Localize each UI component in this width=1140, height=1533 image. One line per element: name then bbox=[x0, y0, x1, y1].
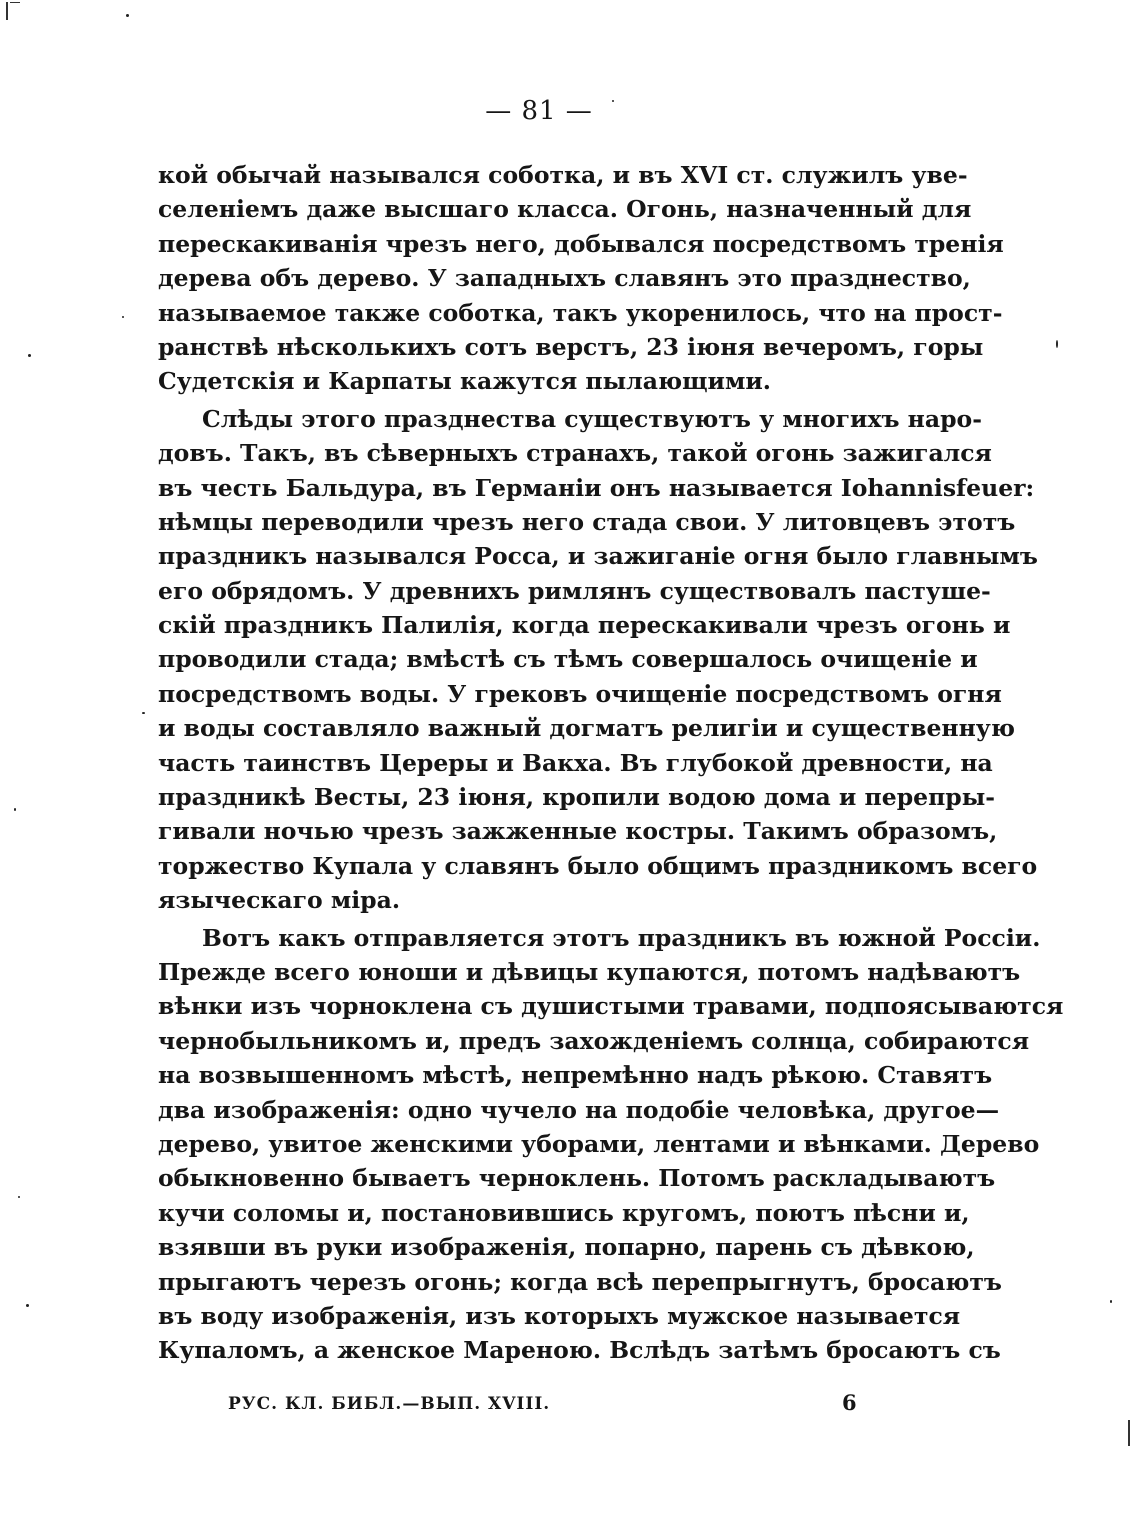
text-line: кой обычай назывался соботка, и въ XVI ст. служилъ уве- bbox=[158, 161, 968, 189]
text-line: въ честь Бальдура, въ Германіи онъ называется Iohannisfeuer: bbox=[158, 473, 1035, 502]
text-line: нѣмцы переводили чрезъ него стада свои. У литовцевъ этотъ bbox=[158, 507, 1016, 536]
paragraph-3 bbox=[158, 921, 1064, 1368]
text-line: прыгаютъ черезъ огонь; когда всѣ перепрыгнутъ, бросаютъ bbox=[158, 1267, 1002, 1296]
scan-speck bbox=[1110, 1300, 1112, 1303]
scan-edge-mark bbox=[10, 2, 20, 3]
text-line: перескакиванія чрезъ него, добывался посредствомъ тренія bbox=[158, 229, 1004, 258]
printer-signature: РУС. КЛ. БИБЛ.—ВЫП. XVIII. bbox=[228, 1394, 551, 1414]
text-line: вѣнки изъ чорноклена съ душистыми травами, подпоясываются bbox=[158, 992, 1064, 1021]
scan-speck bbox=[14, 808, 16, 811]
scan-speck bbox=[126, 14, 129, 17]
scan-edge-mark bbox=[1128, 1420, 1130, 1446]
text-line: Судетскія и Карпаты кажутся пылающими. bbox=[158, 367, 771, 396]
text-line: праздникѣ Весты, 23 іюня, кропили водою дома и перепры- bbox=[158, 783, 996, 812]
text-line: праздникъ назывался Росса, и зажиганіе огня было главнымъ bbox=[158, 542, 1038, 571]
text-line: обыкновенно бываетъ черноклень. Потомъ раскладываютъ bbox=[158, 1164, 996, 1193]
scan-speck bbox=[142, 712, 145, 714]
sheet-number: 6 bbox=[842, 1390, 857, 1415]
text-line: часть таинствъ Цереры и Вакха. Въ глубокой древности, на bbox=[158, 748, 993, 777]
paragraph-2 bbox=[158, 402, 1038, 918]
text-line: называемое также соботка, такъ укоренилось, что на прост- bbox=[158, 298, 1003, 327]
scan-speck bbox=[28, 354, 31, 357]
text-line: его обрядомъ. У древнихъ римлянъ существовалъ пастуше- bbox=[158, 576, 991, 605]
text-line: Купаломъ, а женское Мареною. Вслѣдъ затѣмъ бросаютъ съ bbox=[158, 1336, 1001, 1365]
text-line: проводили стада; вмѣстѣ съ тѣмъ совершалось очищеніе и bbox=[158, 645, 978, 674]
text-line: Вотъ какъ отправляется этотъ праздникъ въ южной Россіи. bbox=[202, 923, 1041, 952]
text-line: кучи соломы и, постановившись кругомъ, поютъ пѣсни и, bbox=[158, 1198, 970, 1227]
text-line: языческаго міра. bbox=[158, 886, 401, 915]
text-line: ранствѣ нѣсколькихъ сотъ верстъ, 23 іюня вечеромъ, горы bbox=[158, 332, 984, 361]
scan-speck bbox=[26, 1304, 29, 1307]
text-line: довъ. Такъ, въ сѣверныхъ странахъ, такой огонь зажигался bbox=[158, 439, 992, 468]
scan-speck bbox=[18, 1196, 20, 1198]
text-line: торжество Купала у славянъ было общимъ праздникомъ всего bbox=[158, 851, 1038, 880]
text-line: дерева объ дерево. У западныхъ славянъ это празднество, bbox=[158, 264, 971, 293]
text-line: Прежде всего юноши и дѣвицы купаются, потомъ надѣваютъ bbox=[158, 957, 1021, 986]
scan-speck bbox=[612, 100, 614, 102]
text-line: на возвышенномъ мѣстѣ, непремѣнно надъ рѣкою. Ставятъ bbox=[158, 1061, 993, 1090]
text-line: чернобыльникомъ и, предъ захожденіемъ солнца, собираются bbox=[158, 1026, 1030, 1055]
text-line: и воды составляло важный догматъ религіи и существенную bbox=[158, 714, 1015, 743]
text-line: гивали ночью чрезъ зажженные костры. Такимъ образомъ, bbox=[158, 817, 998, 846]
text-line: взявши въ руки изображенія, попарно, парень съ дѣвкою, bbox=[158, 1233, 975, 1262]
text-line: посредствомъ воды. У грековъ очищеніе посредствомъ огня bbox=[158, 679, 1002, 708]
text-line: селеніемъ даже высшаго класса. Огонь, назначенный для bbox=[158, 195, 972, 224]
text-line: скій праздникъ Палилія, когда перескакивали чрезъ огонь и bbox=[158, 611, 1011, 640]
body-text bbox=[158, 158, 1064, 1368]
scan-speck bbox=[122, 316, 124, 318]
scan-edge-mark bbox=[6, 2, 8, 20]
text-line: въ воду изображенія, изъ которыхъ мужское называется bbox=[158, 1301, 961, 1330]
page-number: — 81 — bbox=[485, 96, 593, 126]
text-line: два изображенія: одно чучело на подобіе человѣка, другое— bbox=[158, 1095, 1000, 1124]
text-line: дерево, увитое женскими уборами, лентами и вѣнками. Дерево bbox=[158, 1129, 1040, 1158]
scan-speck bbox=[1056, 340, 1058, 348]
paragraph-1 bbox=[158, 158, 1004, 399]
text-line: Слѣды этого празднества существуютъ у многихъ наро- bbox=[202, 404, 982, 433]
